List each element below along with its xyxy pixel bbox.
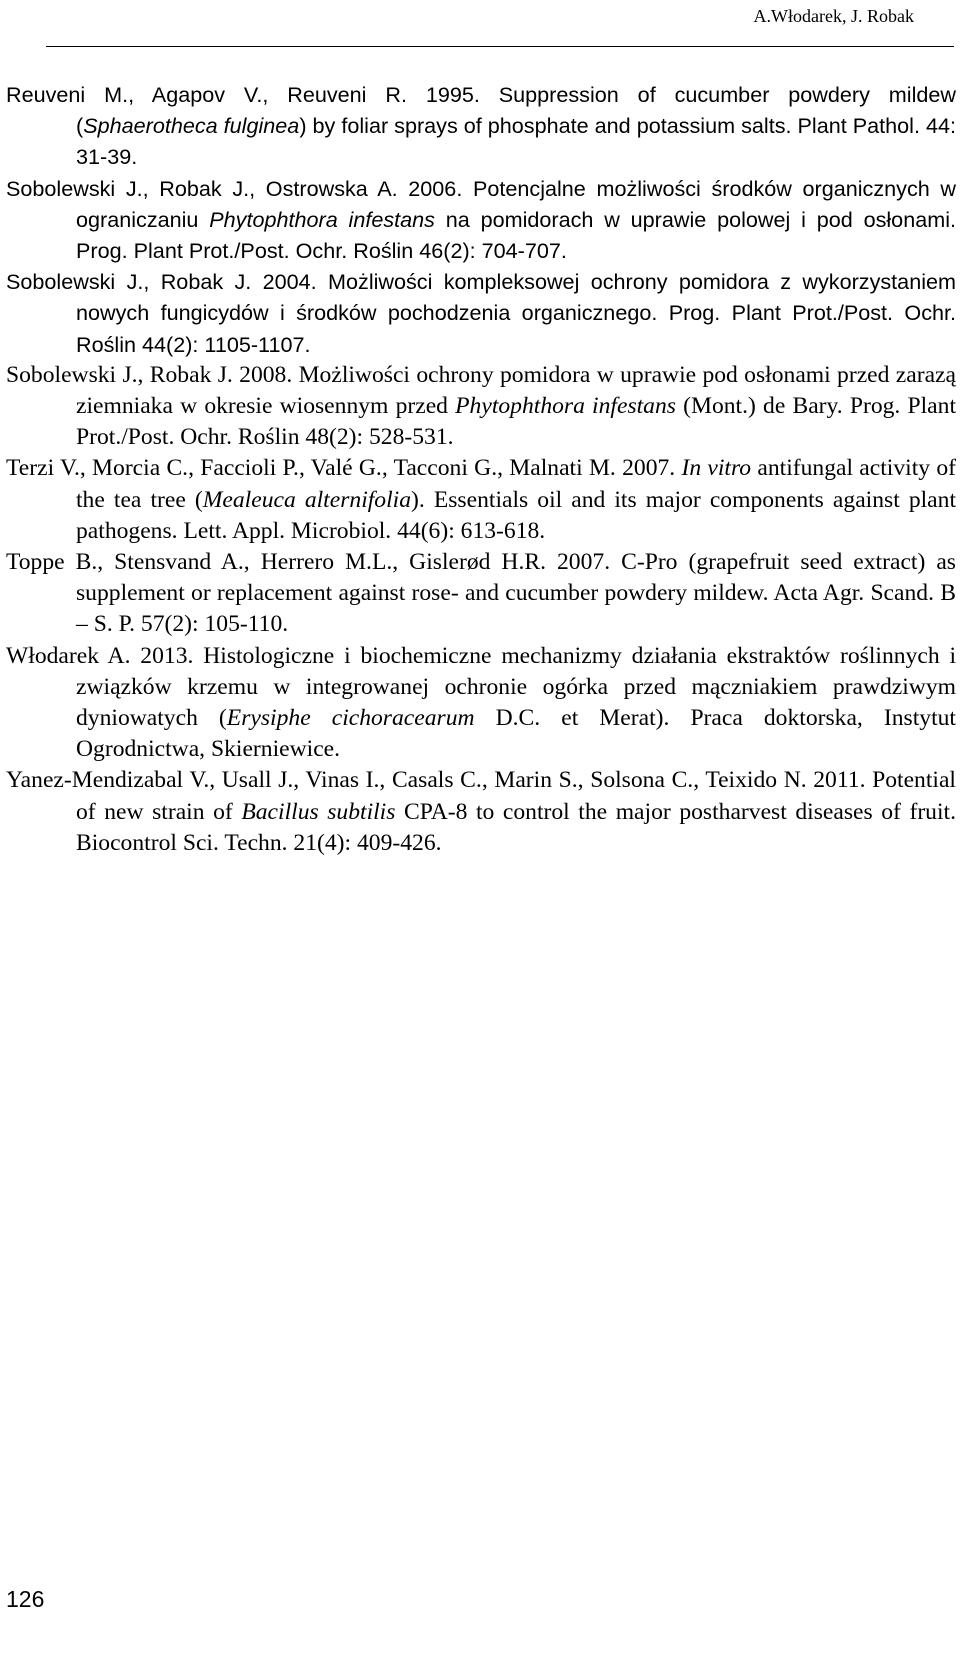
- reference-text: Sobolewski J., Robak J., Ostrowska A. 2006. Potencjalne możliwości środków organicznych w ograniczaniu: [6, 175, 956, 232]
- reference-entry: [6, 765, 956, 859]
- reference-italic-text: Phytophthora infestans: [209, 206, 435, 232]
- reference-text: ). Essentials oil and its major components against plant pathogens. Lett. Appl. Microbiol. 44(6): 613-618.: [76, 486, 956, 544]
- reference-text: antifungal activity of the tea tree (: [76, 455, 956, 513]
- reference-text: Toppe B., Stensvand A., Herrero M.L., Gislerød H.R. 2007. C-Pro (grapefruit seed extract) as supplement or replacement against rose- and cucumber powdery mildew. Acta Agr. Scand. B – S. P. 57(2): 105-110.: [6, 549, 956, 638]
- header-rule: [46, 46, 954, 47]
- reference-text: (Mont.) de Bary. Prog. Plant Prot./Post. Ochr. Roślin 48(2): 528-531.: [76, 393, 956, 451]
- reference-text: ) by foliar sprays of phosphate and potassium salts. Plant Pathol. 44: 31-39.: [76, 113, 957, 170]
- page-number: 126: [6, 1586, 45, 1612]
- reference-text: na pomidorach w uprawie polowej i pod osłonami. Prog. Plant Prot./Post. Ochr. Roślin 46(2): 704-707.: [76, 206, 956, 264]
- reference-italic-text: In vitro: [681, 455, 752, 482]
- reference-entry: [6, 453, 956, 547]
- reference-list: [6, 79, 956, 859]
- reference-entry: [6, 641, 956, 766]
- reference-entry: [6, 547, 956, 641]
- reference-italic-text: Sphaerotheca fulginea: [83, 113, 300, 139]
- reference-text: Reuveni M., Agapov V., Reuveni R. 1995. Suppression of cucumber powdery mildew (: [6, 82, 956, 139]
- reference-text: Yanez-Mendizabal V., Usall J., Vinas I., Casals C., Marin S., Solsona C., Teixido N. 2011. Potential of new strain of: [6, 767, 956, 825]
- reference-entry: [6, 79, 956, 173]
- reference-text: D.C. et Merat). Praca doktorska, Instytut Ogrodnictwa, Skierniewice.: [76, 705, 956, 763]
- reference-text: Włodarek A. 2013. Histologiczne i biochemiczne mechanizmy działania ekstraktów roślinnych i związków krzemu w integrowanej ochronie ogórka przed mączniakiem prawdziwym dyniowatych (: [6, 642, 956, 732]
- reference-text: CPA-8 to control the major postharvest diseases of fruit. Biocontrol Sci. Techn. 21(4): 409-426.: [76, 798, 956, 856]
- reference-entry: [6, 173, 956, 267]
- reference-text: Sobolewski J., Robak J. 2004. Możliwości kompleksowej ochrony pomidora z wykorzystaniem nowych fungicydów i środków pochodzenia organicznego. Prog. Plant Prot./Post. Ochr. Roślin 44(2): 1105-1107.: [6, 269, 956, 357]
- reference-italic-text: Erysiphe cichoracearum: [226, 705, 475, 732]
- reference-italic-text: Phytophthora infestans: [455, 393, 676, 420]
- reference-entry: [6, 360, 956, 454]
- running-header: A.Włodarek, J. Robak: [753, 6, 914, 26]
- reference-italic-text: Bacillus subtilis: [241, 798, 396, 825]
- reference-text: Sobolewski J., Robak J. 2008. Możliwości ochrony pomidora w uprawie pod osłonami przed zarazą ziemniaka w okresie wiosennym przed: [6, 361, 956, 420]
- reference-text: Terzi V., Morcia C., Faccioli P., Valé G., Tacconi G., Malnati M. 2007.: [6, 455, 682, 482]
- reference-entry: [6, 266, 956, 360]
- reference-italic-text: Mealeuca alternifolia: [202, 486, 412, 513]
